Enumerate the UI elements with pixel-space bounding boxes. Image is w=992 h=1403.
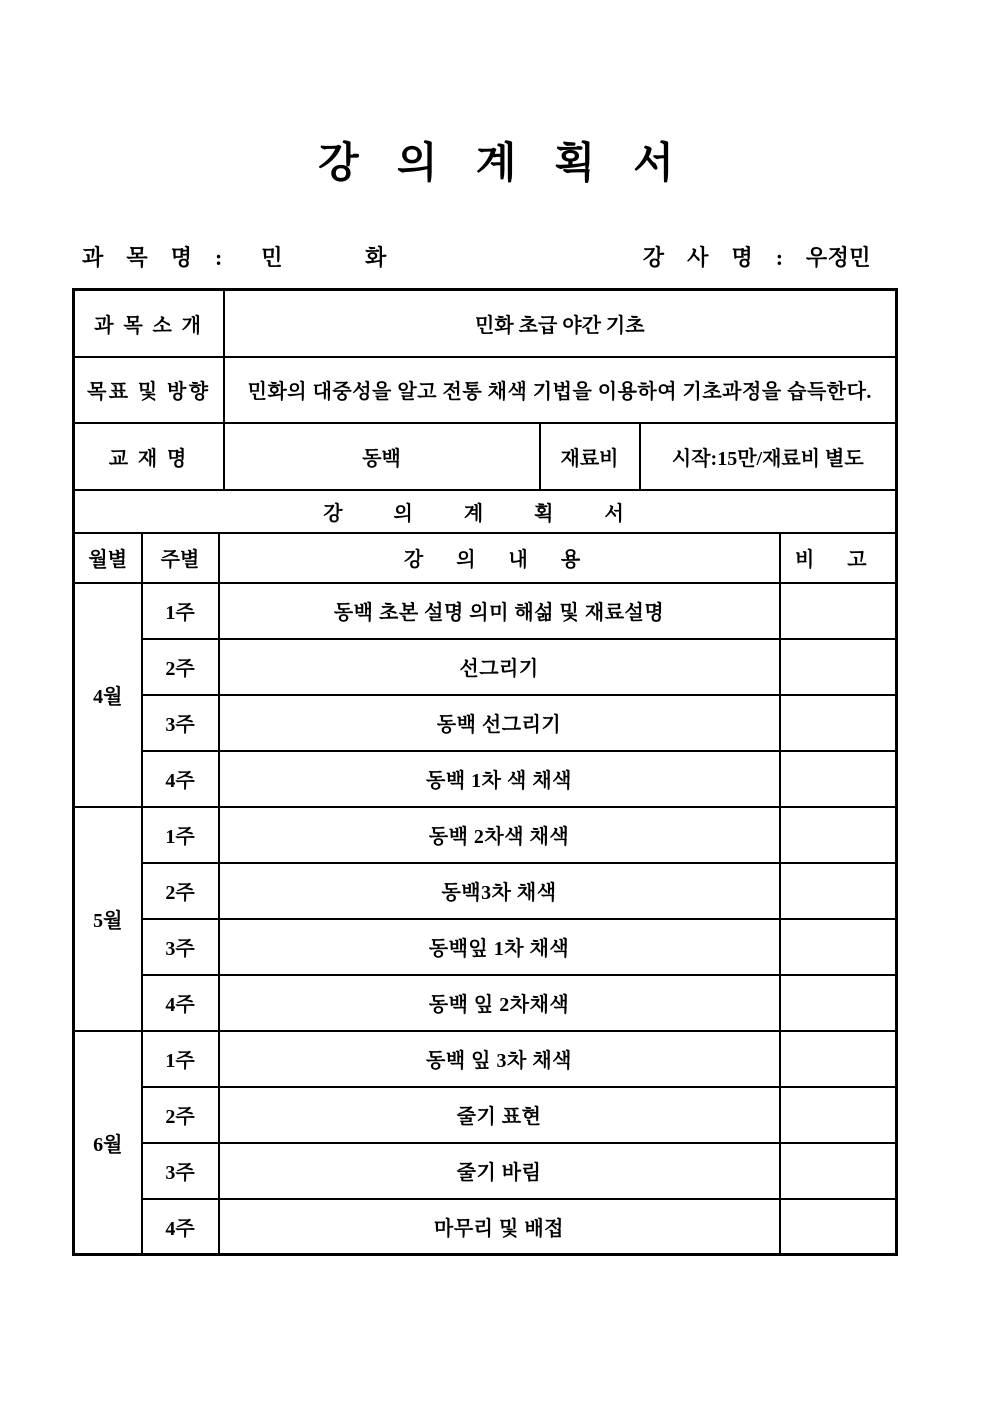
subject-label: 과 목 명 : [82,245,232,270]
lecture-content-cell: 동백잎 1차 채색 [219,919,780,975]
week-cell: 2주 [142,863,219,919]
material-fee-value: 시작:15만/재료비 별도 [640,423,897,490]
instructor-value: 우정민 [805,245,871,270]
course-intro-value: 민화 초급 야간 기초 [224,290,897,357]
table-row [74,751,897,807]
note-cell [780,863,897,919]
lecture-content-cell: 동백 2차색 채색 [219,807,780,863]
note-cell [780,639,897,695]
lecture-content-cell: 동백 1차 색 채색 [219,751,780,807]
lecture-plan-table [72,288,898,1256]
month-cell: 6월 [74,1031,142,1255]
document-title: 강 의 계 획 서 [318,141,688,187]
week-cell: 1주 [142,1031,219,1087]
week-cell: 3주 [142,1143,219,1199]
lecture-content-cell: 동백3차 채색 [219,863,780,919]
week-cell: 1주 [142,807,219,863]
week-cell: 3주 [142,695,219,751]
table-row [74,1143,897,1199]
note-cell [780,919,897,975]
material-fee-label: 재료비 [540,423,640,490]
table-row [74,975,897,1031]
note-cell [780,975,897,1031]
table-row [74,639,897,695]
info-line [72,241,895,272]
note-cell [780,751,897,807]
week-cell: 3주 [142,919,219,975]
week-cell: 1주 [142,583,219,639]
textbook-label: 교 재 명 [74,423,224,490]
week-cell: 4주 [142,751,219,807]
table-row [74,695,897,751]
header-note: 비 고 [780,533,897,583]
textbook-value: 동백 [224,423,540,490]
table-row [74,1199,897,1255]
lecture-content-cell: 마무리 및 배접 [219,1199,780,1255]
table-row [74,807,897,863]
note-cell [780,807,897,863]
instructor-group [643,241,871,272]
goal-label: 목표 및 방향 [74,357,224,423]
lecture-content-cell: 줄기 표현 [219,1087,780,1143]
table-row [74,1031,897,1087]
table-row [74,583,897,639]
goal-value: 민화의 대중성을 알고 전통 채색 기법을 이용하여 기초과정을 습득한다. [224,357,897,423]
lecture-content-cell: 선그리기 [219,639,780,695]
header-content: 강 의 내 용 [219,533,780,583]
lecture-content-cell: 동백 초본 설명 의미 해섦 및 재료설명 [219,583,780,639]
note-cell [780,695,897,751]
note-cell [780,1087,897,1143]
header-week: 주별 [142,533,219,583]
lecture-content-cell: 동백 잎 2차채색 [219,975,780,1031]
subject-group [82,241,386,272]
lecture-content-cell: 동백 선그리기 [219,695,780,751]
note-cell [780,1031,897,1087]
instructor-label: 강 사 명 : [642,245,792,270]
note-cell [780,1143,897,1199]
subject-value: 민 화 [261,245,387,270]
table-row [74,1087,897,1143]
table-row [74,863,897,919]
week-cell: 2주 [142,1087,219,1143]
lecture-content-cell: 동백 잎 3차 채색 [219,1031,780,1087]
note-cell [780,583,897,639]
schedule-section-title: 강 의 계 획 서 [74,490,897,533]
table-row [74,919,897,975]
week-cell: 2주 [142,639,219,695]
week-cell: 4주 [142,1199,219,1255]
month-cell: 5월 [74,807,142,1031]
header-month: 월별 [74,533,142,583]
week-cell: 4주 [142,975,219,1031]
month-cell: 4월 [74,583,142,807]
course-intro-label: 과 목 소 개 [74,290,224,357]
note-cell [780,1199,897,1255]
lecture-content-cell: 줄기 바림 [219,1143,780,1199]
